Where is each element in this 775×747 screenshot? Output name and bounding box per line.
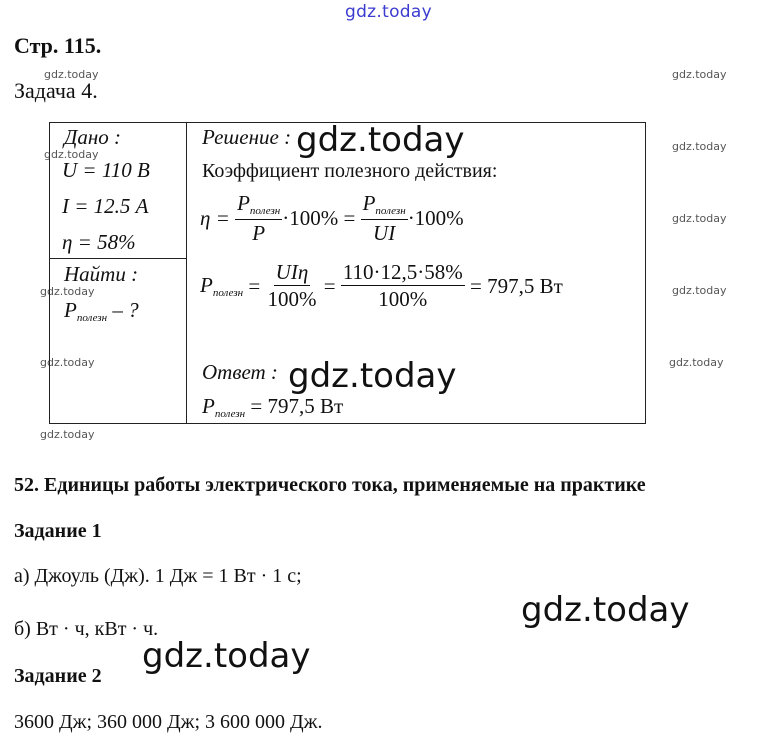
watermark-small: gdz.today	[40, 356, 95, 369]
table-divider	[186, 122, 187, 424]
table-divider	[49, 258, 187, 259]
answer-heading: Ответ :	[202, 360, 278, 384]
watermark-big: gdz.today	[521, 590, 690, 630]
given-voltage: U = 110 В	[62, 158, 150, 182]
task2-answer: 3600 Дж; 360 000 Дж; 3 600 000 Дж.	[14, 711, 323, 733]
watermark-big: gdz.today	[142, 636, 311, 676]
task1-answer-a: а) Джоуль (Дж). 1 Дж = 1 Вт · 1 с;	[14, 565, 302, 587]
task2-title: Задание 2	[14, 665, 102, 687]
power-formula: $P_{полезн}$ = $\frac{\text{UIη}}{100\%}$ = $\frac{110\cdot 12,5\cdot 58\%}{100\%}$ = 797,5 Вт	[200, 260, 563, 311]
watermark-small: gdz.today	[669, 356, 724, 369]
watermark-big: gdz.today	[296, 120, 465, 160]
given-current: I = 12.5 А	[62, 194, 149, 218]
watermark-small: gdz.today	[672, 140, 727, 153]
section-title: 52. Единицы работы электрического тока, применяемые на практике	[14, 474, 646, 496]
task1-title: Задание 1	[14, 520, 102, 542]
answer-value: $P_{полезн} = 797,5$ Вт	[202, 394, 344, 420]
watermark-small: gdz.today	[672, 212, 727, 225]
watermark-top: gdz.today	[345, 2, 432, 22]
watermark-small: gdz.today	[44, 68, 99, 81]
efficiency-formula: η = $\frac{P_{полезн}}{P}$ ·100% = $\frac{P_{полезн}}{UI}$ ·100%	[200, 191, 464, 245]
watermark-small: gdz.today	[44, 148, 99, 161]
watermark-small: gdz.today	[40, 428, 95, 441]
watermark-big: gdz.today	[288, 356, 457, 396]
task1-answer-b: б) Вт · ч, кВт · ч.	[14, 618, 159, 640]
task-title: Задача 4.	[14, 78, 98, 103]
find-target: $P_{полезн}$ – ?	[64, 298, 139, 324]
watermark-small: gdz.today	[40, 285, 95, 298]
efficiency-label: Коэффициент полезного действия:	[202, 160, 498, 182]
page-ref: Стр. 115.	[14, 33, 102, 58]
given-efficiency: η = 58%	[62, 230, 136, 254]
find-heading: Найти :	[64, 262, 139, 286]
watermark-small: gdz.today	[672, 284, 727, 297]
solution-heading: Решение :	[202, 125, 292, 149]
watermark-small: gdz.today	[672, 68, 727, 81]
given-heading: Дано :	[64, 125, 122, 149]
